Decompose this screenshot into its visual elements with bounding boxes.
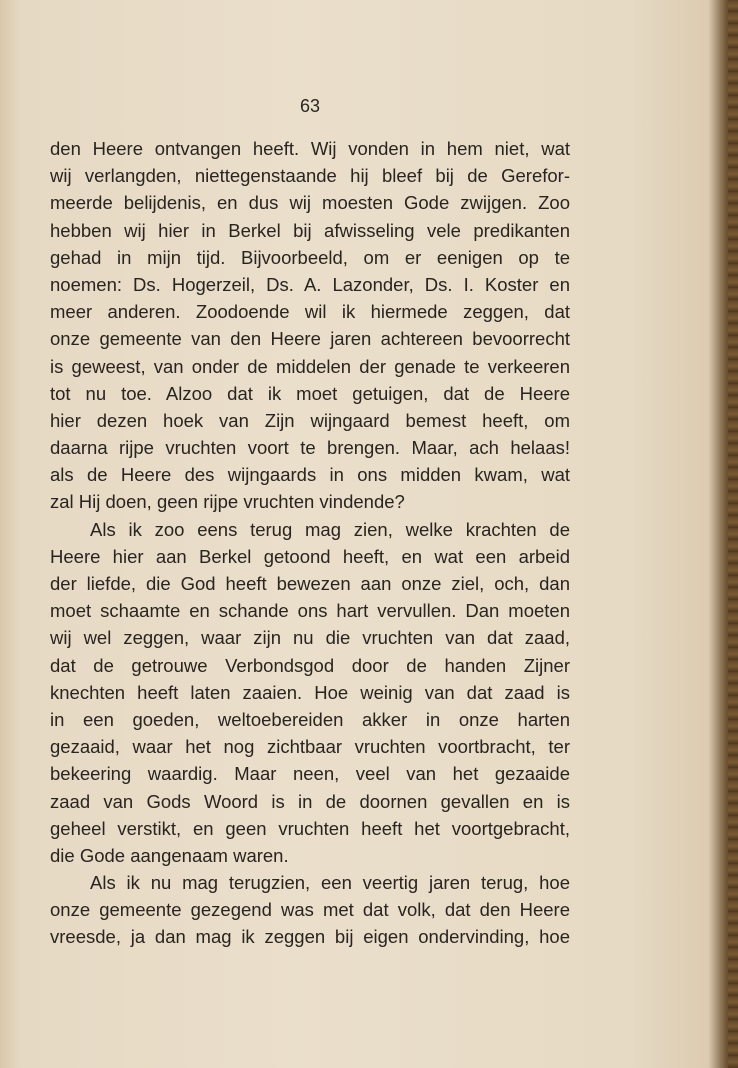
text-line: wij verlangden, niettegenstaande hij bleef bij de Gerefor- [50,165,570,187]
text-line: gezaaid, waar het nog zichtbaar vruchten voortbracht, ter [50,736,570,758]
text-line: zal Hij doen, geen rijpe vruchten vindende? [50,491,405,513]
text-line: vreesde, ja dan mag ik zeggen bij eigen ondervinding, hoe [50,926,570,948]
text-line: zaad van Gods Woord is in de doornen gevallen en is [50,790,570,812]
text-line: den Heere ontvangen heeft. Wij vonden in hem niet, wat [50,138,570,159]
text-line: daarna rijpe vruchten voort te brengen. Maar, ach helaas! [50,437,570,459]
text-line: Heere hier aan Berkel getoond heeft, en wat een arbeid [50,545,570,567]
page-number: 63 [299,96,321,116]
text-line: onze gemeente gezegend was met dat volk, dat den Heere [50,899,570,921]
text-line: onze gemeente van den Heere jaren achtereen bevoorrecht [50,328,570,350]
text-line: meer anderen. Zoodoende wil ik hiermede zeggen, dat [50,301,570,323]
text-line: tot nu toe. Alzoo dat ik moet getuigen, dat de Heere [50,382,570,404]
text-line: wij wel zeggen, waar zijn nu die vruchten van dat zaad, [50,627,570,649]
page-text [50,135,570,951]
text-line: als de Heere des wijngaards in ons midden kwam, wat [50,464,570,486]
text-line: in een goeden, weltoebereiden akker in onze harten [50,708,570,730]
text-line: moet schaamte en schande ons hart vervullen. Dan moeten [50,600,570,622]
text-line: hebben wij hier in Berkel bij afwisseling vele predikanten [50,219,570,241]
text-line: Als ik nu mag terugzien, een veertig jaren terug, hoe [90,872,570,894]
text-line: geheel verstikt, en geen vruchten heeft het voortgebracht, [50,817,570,839]
text-line: gehad in mijn tijd. Bijvoorbeeld, om er eenigen op te [50,246,570,268]
text-line: hier dezen hoek van Zijn wijngaard bemest heeft, om [50,409,570,431]
paragraph-1 [50,135,570,516]
text-line: bekeering waardig. Maar neen, veel van het gezaaide [50,763,570,785]
text-line: Als ik zoo eens terug mag zien, welke krachten de [90,518,570,540]
text-line: meerde belijdenis, en dus wij moesten Gode zwijgen. Zoo [50,192,570,214]
text-line: dat de getrouwe Verbondsgod door de handen Zijner [50,654,570,676]
text-line: die Gode aangenaam waren. [50,844,289,866]
text-line: noemen: Ds. Hogerzeil, Ds. A. Lazonder, Ds. I. Koster en [50,273,570,295]
text-line: is geweest, van onder de middelen der genade te verkeeren [50,355,570,377]
paragraph-2 [50,516,570,869]
paragraph-3 [50,869,570,951]
page-edge [728,0,738,1068]
text-line: der liefde, die God heeft bewezen aan onze ziel, och, dan [50,573,570,594]
text-line: knechten heeft laten zaaien. Hoe weinig van dat zaad is [50,681,570,703]
